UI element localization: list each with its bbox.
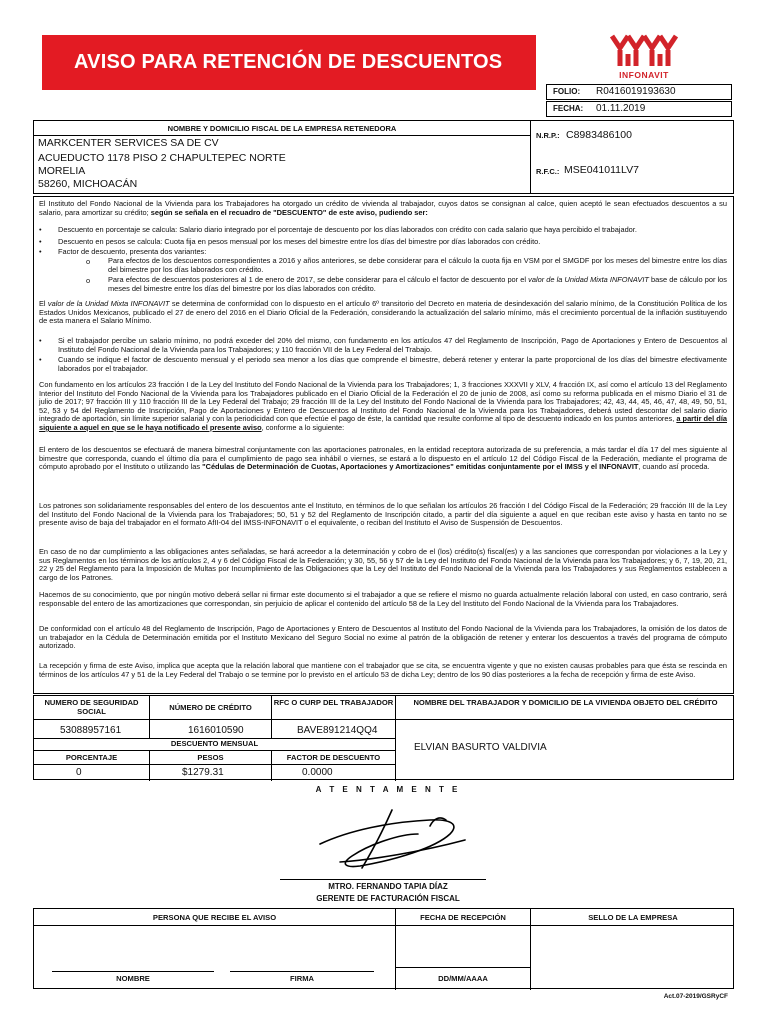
bullet-1: •: [39, 225, 42, 234]
folio-box: [546, 84, 732, 100]
paragraph-conformidad: De conformidad con el artículo 48 del Reglamento de Inscripción, Pago de Aportaciones y Entero de Descuentos al Instituto del Fondo Nacional de la Vivienda para los Trabajadores, la omisión de los datos de un trabajador en la Cédula de Determinación emitida por el Instituto Mexicano del Seguro Social no exime al patrón de la obligación de retener y enterar los descuentos a través del programa de cómputo autorizado.: [39, 624, 727, 651]
fecha-label: FECHA:: [553, 104, 584, 113]
company-zip-state: 58260, MICHOACÁN: [38, 178, 138, 190]
signature-image: [300, 800, 480, 876]
paragraph-recepcion: La recepción y firma de este Aviso, implica que acepta que la relación laboral que mantiene con el trabajador que se cita, se encuentra vigente y que no existen causas probables para que ésta se rescinda en términos de los artículos 47 y 51 de la Ley Federal del Trabajo o se termine por lo previsto en el artículo 53 de dicha Ley; dentro de los 90 días posteriores a la fecha de recepción y firma de este Aviso.: [39, 661, 727, 679]
pesos-value: $1279.31: [182, 767, 224, 778]
header-nss: NUMERO DE SEGURIDAD SOCIAL: [44, 698, 139, 716]
signer-name: MTRO. FERNANDO TAPIA DÍAZ: [328, 882, 448, 891]
paragraph-incumplimiento: En caso de no dar cumplimiento a las obligaciones antes señaladas, se hará acreedor a la determinación y cobro de el (los) crédito(s) fiscal(es) y a las sanciones que correspondan por violaciones a la Ley y sus Reglamentos en los términos de los artículos 2, 4 y 6 del Código Fiscal de la Federación; y 30, 55, 56 y 57 de la Ley del Instituto del Fondo Nacional de la Vivienda para los Trabajadores; y 6, 7, 19, 20, 21, 22 y 25 del Reglamento para la Imposición de Multas por Incumplimiento de las Obligaciones que la Ley del Instituto del Fondo Nacional de la Vivienda para los Trabajadores y sus Reglamentos establecen a cargo de los Patrones.: [39, 547, 727, 582]
paragraph-intro: El Instituto del Fondo Nacional de la Vivienda para los Trabajadores ha otorgado un crédito de vivienda al trabajador, cuyos datos se consignan al calce, quien aceptó le sean efectuados descuentos a su salario, para amortizar su crédito; según se señala en el recuadro de "DESCUENTO" de este aviso, pudiendo ser:: [39, 199, 727, 217]
paragraph-fundamento: Con fundamento en los artículos 23 fracción I de la Ley del Instituto del Fondo Nacional de la Vivienda para los Trabajadores; 1, 3 fracciones XXXVII y XLV, 4 fracción IX, así como el artículo 13 del Reglamento Interior del Instituto del Fondo Nacional de la Vivienda para los Trabajadores publicado en el Diario Oficial de la Federación el 20 de junio de 2008, así como su reforma publicada en el mismo Diario el 31 de julio de 2017; 97 fracción III y 110 fracción III de la Ley Federal del Trabajo; 29 fracción III de la Ley del Instituto del Fondo Nacional de la Vivienda para los Trabajadores; 42, 43, 44, 45, 46, 47, 48, 49, 50, 51, 52, 53 y 54 del Reglamento de Inscripción, Pago de Aportaciones y Entero de Descuentos al Instituto del Fondo Nacional de la Vivienda para los Trabajadores, deberá usted descontar del salario diario integrado de aportación, sin límite superior salarial y con la periodicidad con que efectúe el pago de éste, la cantidad que resulte conforme al tipo de descuento indicado en los puntos anteriores, a partir del día siguiente a aquel en que se le haya notificado el presente aviso, conforme a lo siguiente:: [39, 380, 727, 432]
rfc-worker-value: BAVE891214QQ4: [297, 725, 378, 736]
header-fecha-recepcion: FECHA DE RECEPCIÓN: [420, 913, 506, 922]
paragraph-solidarios: Los patrones son solidariamente responsables del entero de los descuentos ante el Instituto, en términos de lo que señalan los artículos 26 fracción I del Código Fiscal de la Federación; 29 fracción III de la Ley del Instituto del Fondo Nacional de la Vivienda para los Trabajadores; 50, 51 y 52 del Reglamento de Inscripción citado, a partir del día siguiente a aquel en que reciban este aviso y hasta en tanto no se presente aviso de baja del trabajador en el formato AfII-04 del IMSS-INFONAVIT o el equivalente, o reciban del Instituto el Aviso de Suspensión de Descuentos.: [39, 501, 727, 528]
fecha-box: [546, 101, 732, 117]
bullet-text-3: Factor de descuento, presenta dos variantes:: [58, 247, 207, 256]
porcentaje-value: 0: [76, 767, 82, 778]
receipt-box: [33, 908, 734, 989]
company-section-title: NOMBRE Y DOMICILIO FISCAL DE LA EMPRESA RETENEDORA: [167, 124, 397, 133]
document-title: AVISO PARA RETENCIÓN DE DESCUENTOS: [74, 51, 503, 73]
nrp-value: C8983486100: [566, 129, 632, 141]
sub-bullet-1: o: [86, 257, 91, 266]
company-box: [33, 120, 734, 194]
title-banner: [42, 35, 536, 90]
ddmm-label: DD/MM/AAAA: [438, 974, 488, 983]
header-credito: NÚMERO DE CRÉDITO: [169, 703, 252, 712]
header-pesos: PESOS: [197, 753, 224, 762]
atentamente-label: A T E N T A M E N T E: [315, 785, 461, 794]
credito-value: 1616010590: [188, 725, 244, 736]
logo-text: INFONAVIT: [619, 70, 669, 80]
sub-bullet-text-1: Para efectos de los descuentos correspondientes a 2016 y años anteriores, se debe considerar para el cálculo la cuota fija en VSM por el SMGDF por los meses del bimestre entre los días del bimestre por los días laborados con crédito.: [108, 256, 727, 274]
signer-role: GERENTE DE FACTURACIÓN FISCAL: [316, 894, 460, 903]
bullet-text-4: Si el trabajador percibe un salario mínimo, no podrá exceder del 20% del mismo, con fundamento en los artículos 47 del Reglamento de Inscripción, Pago de Aportaciones y Entero de Descuentos al Instituto del Fondo Nacional de la Vivienda para los Trabajadores; y 110 fracción VII de la Ley Federal del Trabajo.: [58, 336, 727, 354]
bullet-text-2: Descuento en pesos se calcula: Cuota fija en pesos mensual por los meses del bimestre entre los días del bimestre por días laborados con crédito.: [58, 237, 541, 246]
worker-name: ELVIAN BASURTO VALDIVIA: [414, 742, 547, 753]
worker-table: [33, 695, 734, 780]
paragraph-conocimiento: Hacemos de su conocimiento, que por ningún motivo deberá sellar ni firmar este documento si el trabajador a que se refiere el mismo no guarda actualmente relación laboral con usted, en caso contrario, será responsable del entero de las amortizaciones que correspondan, sin perjuicio de aplicar el contenido del artículo 58 de la Ley del Instituto del Fondo Nacional de la Vivienda para los Trabajadores.: [39, 590, 727, 608]
rfc-value: MSE041011LV7: [564, 164, 639, 176]
company-city: MORELIA: [38, 165, 86, 177]
firma-label: FIRMA: [289, 974, 315, 983]
bullet-3: •: [39, 247, 42, 256]
header-porcentaje: PORCENTAJE: [65, 753, 118, 762]
header-factor: FACTOR DE DESCUENTO: [286, 753, 381, 762]
bullet-4: •: [39, 336, 42, 345]
bullet-text-1: Descuento en porcentaje se calcula: Salario diario integrado por el porcentaje de descuento por los días laborados con crédito con cada salario que haya percibido el trabajador.: [58, 225, 637, 234]
fecha-value: 01.11.2019: [596, 103, 646, 114]
header-descuento-mensual: DESCUENTO MENSUAL: [170, 739, 259, 748]
paragraph-entero: El entero de los descuentos se efectuará de manera bimestral conjuntamente con las aportaciones patronales, en la entidad receptora autorizada de su preferencia, a más tardar el día 17 del mes siguiente al bimestre que corresponda, cuando el último día para el cumplimiento de pago sea inhábil o viernes, se estará a lo dispuesto en el artículo 12 del Código Fiscal de la Federación, mediante el programa de cómputo aprobado por el Instituto o utilizando las "Cédulas de Determinación de Cuotas, Aportaciones y Amortizaciones" emitidas conjuntamente por el IMSS y el INFONAVIT, cuando así proceda.: [39, 445, 727, 472]
header-nombre: NOMBRE DEL TRABAJADOR Y DOMICILIO DE LA VIVIENDA OBJETO DEL CRÉDITO: [413, 698, 718, 707]
bullet-2: •: [39, 237, 42, 246]
factor-value: 0.0000: [302, 767, 333, 778]
nrp-label: N.R.P.:: [536, 131, 560, 140]
header-rfc: RFC O CURP DEL TRABAJADOR: [273, 698, 394, 707]
nombre-label: NOMBRE: [116, 974, 150, 983]
header-sello-empresa: SELLO DE LA EMPRESA: [588, 913, 678, 922]
company-name: MARKCENTER SERVICES SA DE CV: [38, 137, 219, 149]
signature-line: [280, 879, 486, 880]
folio-label: FOLIO:: [553, 87, 581, 96]
company-street: ACUEDUCTO 1178 PISO 2 CHAPULTEPEC NORTE: [38, 152, 286, 164]
bullet-5: •: [39, 355, 42, 364]
document-version: Act.07-2019/GSRyCF: [663, 993, 728, 1000]
rfc-label: R.F.C.:: [536, 167, 560, 176]
sub-bullet-text-2: Para efectos de descuentos posteriores al 1 de enero de 2017, se debe considerar para el cálculo el factor de descuento por el valor de la Unidad Mixta INFONAVIT base de cálculo por los meses del bimestre entre los días del bimestre por los días laborados con crédito.: [108, 275, 727, 293]
sub-bullet-2: o: [86, 276, 91, 285]
header-persona-recibe: PERSONA QUE RECIBE EL AVISO: [152, 913, 277, 922]
bullet-text-5: Cuando se indique el factor de descuento mensual y el periodo sea menor a los días que comprende el bimestre, deberá retener y enterar la parte proporcional de los días del bimestre efectivamente laborados por el trabajador.: [58, 355, 727, 373]
folio-value: R0416019193630: [596, 86, 676, 97]
nss-value: 53088957161: [60, 725, 122, 736]
paragraph-uma: El valor de la Unidad Mixta INFONAVIT se determina de conformidad con lo dispuesto en el artículo 6º transitorio del Decreto en materia de desindexación del salario mínimo, de la Constitución Política de los Estados Unidos Mexicanos, publicado el 27 de enero del 2016 en el Diario Oficial de la Federación, considerando la actualización del salario mínimo, más el crecimiento porcentual de la inflación sustituyendo de esta manera el Salario Mínimo.: [39, 299, 727, 326]
